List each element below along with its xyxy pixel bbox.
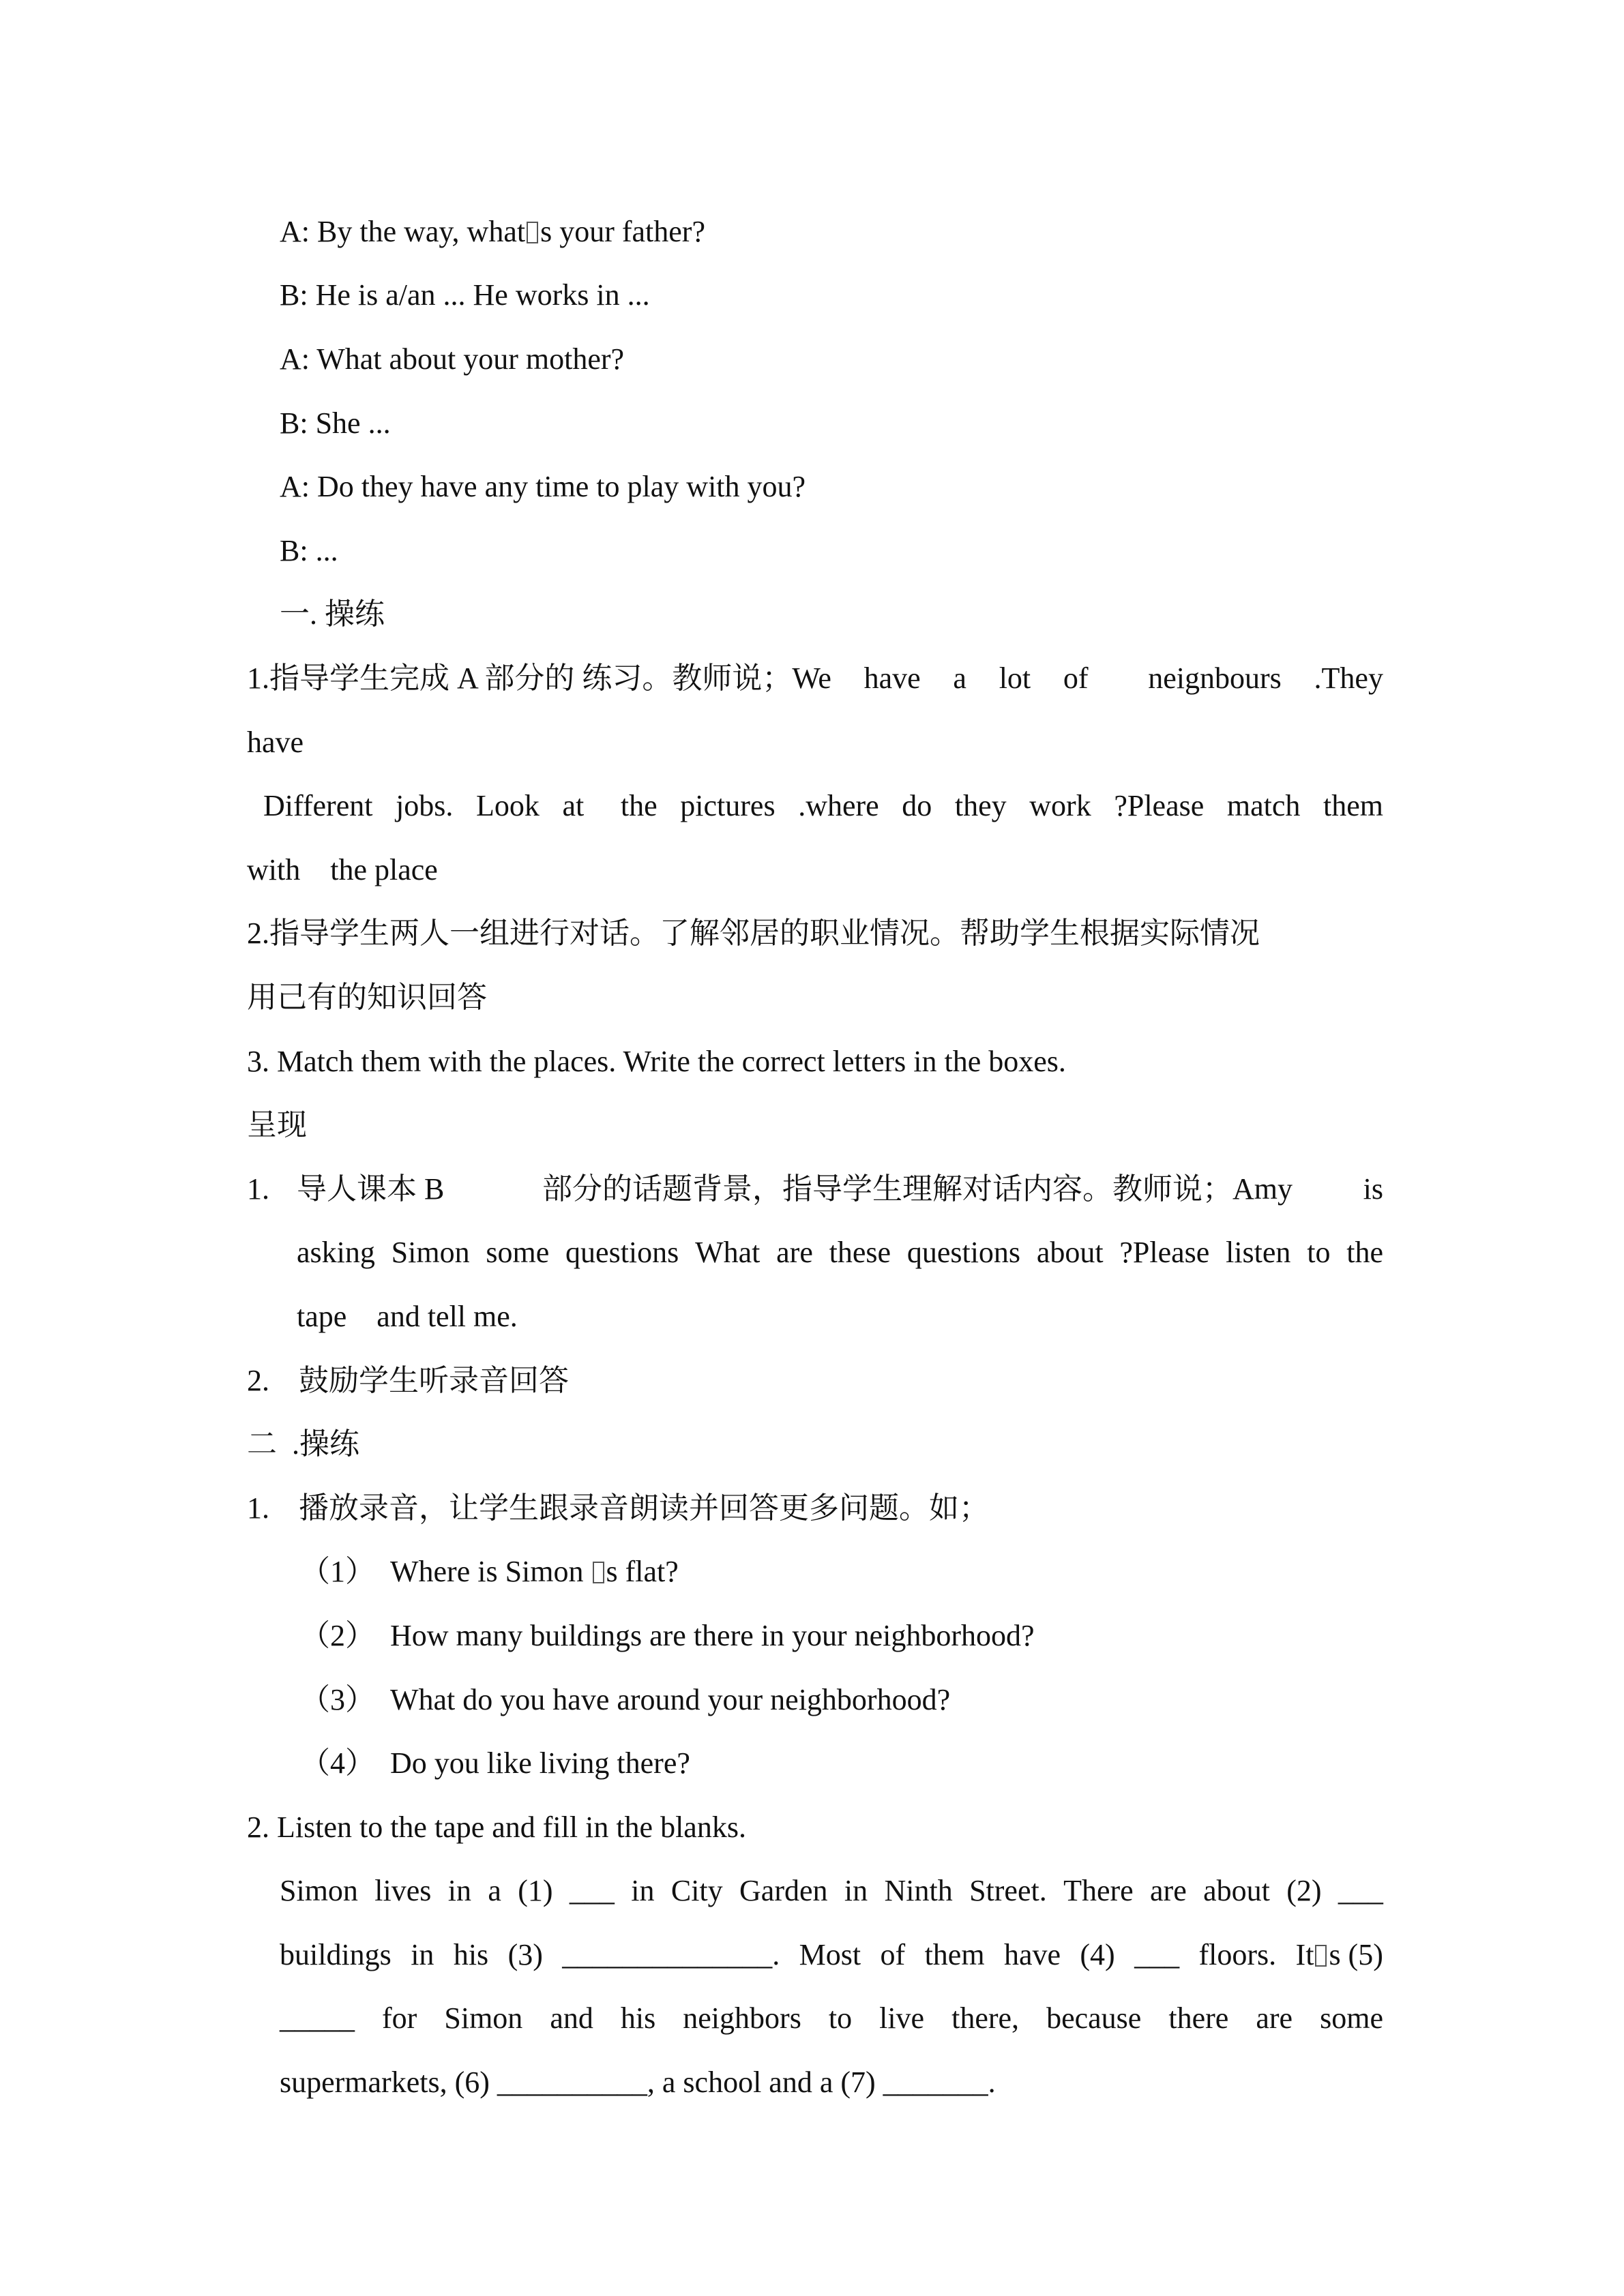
question-4	[300, 1748, 690, 1778]
word: are	[1150, 1874, 1187, 1907]
word: have	[863, 661, 921, 695]
present-item1-line1	[297, 1174, 1383, 1204]
word: in	[411, 1938, 434, 1971]
section2-item1	[247, 1493, 989, 1523]
dialogue-line-4: B: She ...	[280, 406, 391, 440]
blank-1: ___	[569, 1874, 615, 1907]
dialogue-line-5: A: Do they have any time to play with you?	[280, 470, 806, 503]
word: these	[829, 1236, 891, 1269]
word: they	[954, 789, 1007, 822]
word: jobs.	[396, 789, 454, 822]
word: Different	[263, 789, 373, 822]
word: (2)	[1286, 1874, 1322, 1907]
section2-item1-num: 1.	[247, 1491, 269, 1525]
word: some	[486, 1236, 550, 1269]
word: buildings	[280, 1938, 392, 1971]
word: to	[1307, 1236, 1331, 1269]
word: Street.	[969, 1874, 1047, 1907]
word: .where	[798, 789, 879, 822]
word: live	[879, 2001, 925, 2035]
fill-in-line-1	[280, 1876, 1383, 1906]
word: 导人课本 B	[297, 1172, 445, 1206]
missing-glyph-icon	[1315, 1945, 1327, 1967]
missing-glyph-icon	[593, 1562, 604, 1583]
blank-2: ___	[1338, 1874, 1383, 1907]
word-it: It	[1295, 1938, 1314, 1971]
dialogue-line-1-pre: A: By the way, what	[280, 215, 526, 248]
word: lot	[999, 661, 1031, 695]
word: floors.	[1198, 1938, 1277, 1971]
word: in	[447, 1874, 471, 1907]
word: there	[1168, 2001, 1229, 2035]
question-2-num: （2）	[300, 1619, 375, 1652]
word: a	[488, 1874, 501, 1907]
word: Garden	[739, 1874, 828, 1907]
word: because	[1046, 2001, 1142, 2035]
word: are	[776, 1236, 813, 1269]
question-3-num: （3）	[300, 1683, 375, 1716]
word: (3)	[507, 1938, 543, 1971]
question-3-text: What do you have around your neighborhood?	[390, 1683, 951, 1716]
word: them	[1323, 789, 1383, 822]
section1-item1-line1	[247, 661, 1383, 695]
word: (4)	[1080, 1938, 1115, 1971]
question-2	[300, 1621, 1035, 1651]
word: City	[670, 1874, 723, 1907]
question-4-text: Do you like living there?	[390, 1746, 690, 1780]
word: about	[1203, 1874, 1270, 1907]
word: listen	[1226, 1236, 1291, 1269]
word: there,	[951, 2001, 1020, 2035]
word: and	[550, 2001, 593, 2035]
word: his	[620, 2001, 656, 2035]
word: asking	[297, 1236, 375, 1269]
question-2-text: How many buildings are there in your neighborhood?	[390, 1619, 1035, 1652]
section1-item3: 3. Match them with the places. Write the correct letters in the boxes.	[247, 1045, 1066, 1078]
word: a	[953, 661, 966, 695]
missing-glyph-icon	[527, 222, 538, 243]
word: Simon	[391, 1236, 470, 1269]
word: of	[880, 1938, 906, 1971]
section1-item2-line2: 用己有的知识回答	[247, 981, 487, 1014]
word: about	[1036, 1236, 1104, 1269]
word: neignbours	[1148, 661, 1282, 695]
word-s-5: s (5)	[1329, 1938, 1383, 1971]
word: questions	[906, 1236, 1021, 1269]
word: What	[695, 1236, 761, 1269]
question-1-post: s flat?	[606, 1555, 679, 1588]
present-heading: 呈现	[247, 1108, 307, 1142]
word: have	[1003, 1938, 1061, 1971]
word: the	[1346, 1236, 1383, 1269]
present-item1-line2	[297, 1238, 1383, 1268]
question-1-pre: Where is Simon	[390, 1555, 591, 1588]
dialogue-line-2: B: He is a/an ... He works in ...	[280, 278, 650, 312]
word: are	[1256, 2001, 1293, 2035]
word: (1)	[518, 1874, 553, 1907]
blank-4: ___	[1134, 1938, 1180, 1971]
word: of	[1063, 661, 1089, 695]
fill-in-line-2	[280, 1940, 1383, 1970]
section2-item1-text: 播放录音，让学生跟录音朗读并回答更多问题。如；	[299, 1491, 989, 1525]
word: .They	[1314, 661, 1383, 695]
present-item2-num: 2.	[247, 1364, 269, 1397]
word: lives	[374, 1874, 432, 1907]
section1-item1-line3	[263, 791, 1383, 821]
word: some	[1320, 2001, 1383, 2035]
question-3	[300, 1685, 950, 1715]
fill-in-line-3	[280, 2003, 1383, 2033]
dialogue-line-6: B: ...	[280, 534, 338, 567]
word: in	[631, 1874, 655, 1907]
word: Ninth	[884, 1874, 953, 1907]
word: questions	[565, 1236, 679, 1269]
word: pictures	[680, 789, 776, 822]
word: match	[1226, 789, 1301, 822]
word: the	[620, 789, 658, 822]
fill-in-line-4: supermarkets, (6) __________, a school and a (7) _______.	[280, 2066, 996, 2099]
word-its-5	[1296, 1940, 1383, 1970]
word: do	[902, 789, 932, 822]
present-item2	[247, 1366, 569, 1396]
dialogue-line-3: A: What about your mother?	[280, 342, 625, 376]
word: to	[828, 2001, 853, 2035]
word: 部分的话题背景，指导学生理解对话内容。教师说；Amy	[542, 1172, 1293, 1206]
blank-5: _____	[280, 2001, 355, 2035]
question-1	[300, 1557, 679, 1587]
word: ?Please	[1119, 1236, 1210, 1269]
section1-item1-line2: have	[247, 726, 304, 759]
word: them	[924, 1938, 985, 1971]
word: work	[1029, 789, 1091, 822]
word: in	[844, 1874, 868, 1907]
present-item1-num: 1.	[247, 1172, 269, 1206]
section1-heading: 一. 操练	[280, 597, 385, 631]
word: for	[382, 2001, 417, 2035]
word: There	[1063, 1874, 1134, 1907]
word: Look	[476, 789, 540, 822]
word: Most	[799, 1938, 861, 1971]
word: ?Please	[1114, 789, 1205, 822]
section1-item1-line4: with the place	[247, 853, 438, 886]
present-item1-line3: tape and tell me.	[297, 1300, 518, 1333]
blank-3: ______________.	[562, 1938, 780, 1971]
dialogue-line-1-post: s your father?	[540, 215, 705, 248]
word: 1.指导学生完成 A 部分的 练习。教师说；We	[247, 661, 831, 695]
section1-item2-line1: 2.指导学生两人一组进行对话。了解邻居的职业情况。帮助学生根据实际情况	[247, 916, 1260, 950]
word: his	[453, 1938, 489, 1971]
question-4-num: （4）	[300, 1746, 375, 1780]
dialogue-line-1	[280, 217, 705, 247]
word: at	[562, 789, 585, 822]
word: neighbors	[683, 2001, 801, 2035]
word: Simon	[444, 2001, 523, 2035]
section2-heading: 二 .操练	[247, 1427, 359, 1461]
question-1-num: （1）	[300, 1555, 375, 1588]
section2-item2-heading: 2. Listen to the tape and fill in the blanks.	[247, 1810, 746, 1844]
word: Simon	[280, 1874, 358, 1907]
present-item2-text: 鼓励学生听录音回答	[299, 1364, 569, 1397]
word: is	[1363, 1172, 1383, 1206]
